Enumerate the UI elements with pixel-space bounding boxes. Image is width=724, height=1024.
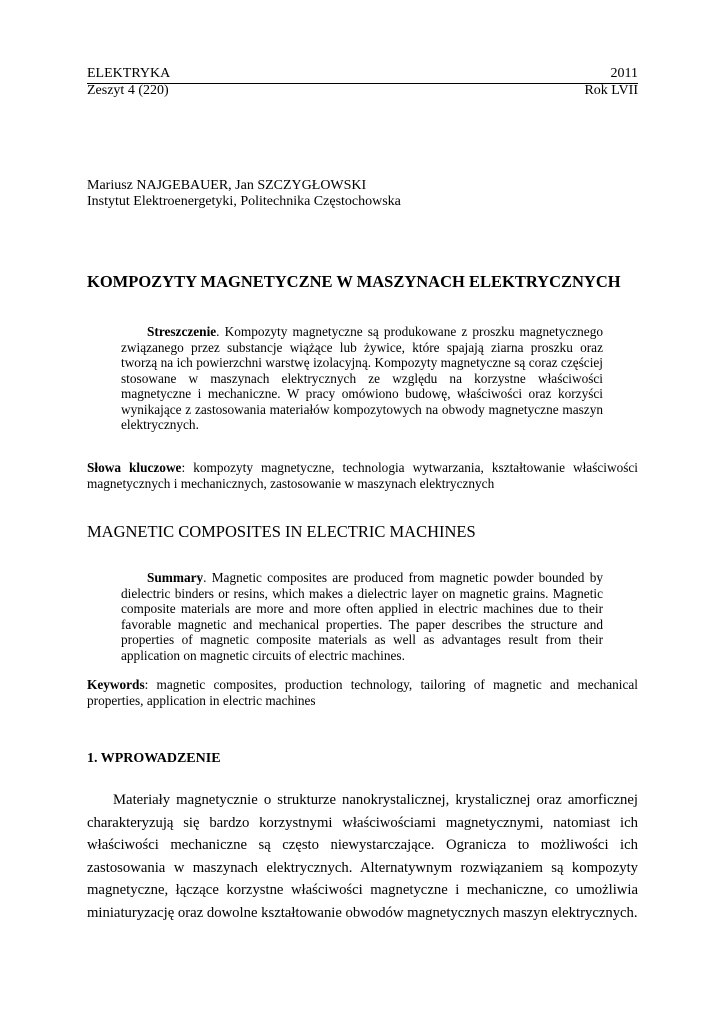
- journal-year: 2011: [610, 66, 638, 81]
- paper-title-en: MAGNETIC COMPOSITES IN ELECTRIC MACHINES: [87, 522, 476, 541]
- keywords-pl-label: Słowa kluczowe: [87, 460, 182, 475]
- paper-title-pl: KOMPOZYTY MAGNETYCZNE W MASZYNACH ELEKTRYCZNYCH: [87, 272, 621, 291]
- journal-issue: Zeszyt 4 (220): [87, 83, 169, 98]
- author-names: Mariusz NAJGEBAUER, Jan SZCZYGŁOWSKI: [87, 178, 367, 193]
- abstract-pl: [121, 324, 603, 433]
- keywords-en-label: Keywords: [87, 677, 145, 692]
- section-heading: 1. WPROWADZENIE: [87, 751, 221, 766]
- abstract-en-text: . Magnetic composites are produced from magnetic powder bounded by dielectric binders or resins, which makes a dielectric layer on magnetic grains. Magnetic composite materials are more and more often applied in electric machines due to their favorable magnetic and mechanical properties. The paper describes the structure and properties of magnetic composite materials as well as advantages result from their application on magnetic circuits of electric machines.: [121, 570, 603, 663]
- running-header-top: [87, 66, 638, 84]
- abstract-en: [121, 570, 603, 663]
- keywords-pl-text: : kompozyty magnetyczne, technologia wytwarzania, kształtowanie właściwości magnetycznych i mechanicznych, zastosowanie w maszynach elektrycznych: [87, 460, 638, 491]
- author-block: [87, 178, 401, 210]
- keywords-en: [87, 677, 638, 709]
- keywords-pl: [87, 460, 638, 492]
- abstract-pl-text: . Kompozyty magnetyczne są produkowane z proszku magnetycznego związanego przez substancje wiążące lub żywice, które spajają ziarna proszku oraz tworzą na ich powierzchni warstwę izolacyjną. Kompozyty magnetyczne są coraz częściej stosowane w maszynach elektrycznych ze względu na korzystne właściwości magnetyczne i mechaniczne. W pracy omówiono budowę, właściwości oraz korzyści wynikające z zastosowania materiałów kompozytowych na obwody magnetyczne maszyn elektrycznych.: [121, 324, 603, 432]
- keywords-en-text: : magnetic composites, production technology, tailoring of magnetic and mechanical properties, application in electric machines: [87, 677, 638, 708]
- abstract-pl-label: Streszczenie: [147, 324, 217, 339]
- abstract-en-label: Summary: [147, 570, 204, 585]
- journal-volume: Rok LVII: [584, 83, 638, 98]
- body-paragraph: Materiały magnetycznie o strukturze nanokrystalicznej, krystalicznej oraz amorficznej charakteryzują się bardzo korzystnymi właściwościami magnetycznymi, natomiast ich właściwości mechaniczne są często niewystarczające. Ogranicza to możliwości ich zastosowania w maszynach elektrycznych. Alternatywnym rozwiązaniem są kompozyty magnetyczne, łączące korzystne właściwości magnetyczne i mechaniczne, co umożliwia miniaturyzację oraz dowolne kształtowanie obwodów magnetycznych maszyn elektrycznych.: [87, 792, 638, 921]
- author-affiliation: Instytut Elektroenergetyki, Politechnika Częstochowska: [87, 194, 401, 209]
- journal-name: ELEKTRYKA: [87, 66, 171, 81]
